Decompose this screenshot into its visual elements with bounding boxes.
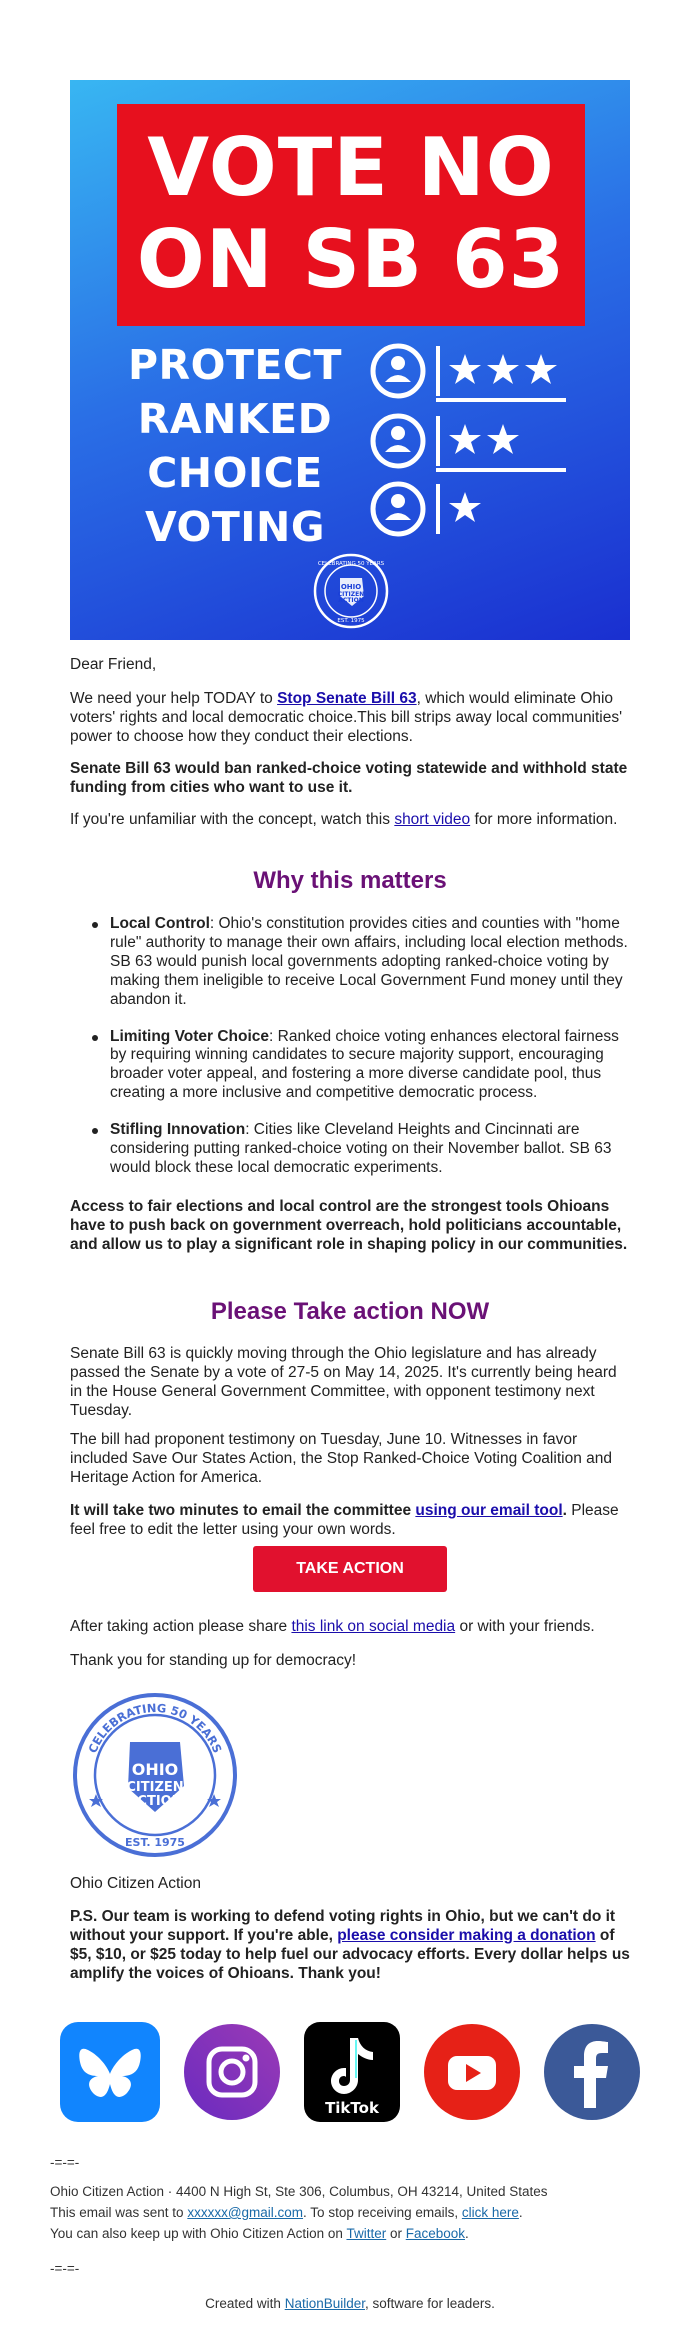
ps-before: P.S. Our team is working to defend voting rights in Ohio, but we can't do it without your support. If you're able, — [70, 1908, 616, 1944]
footer-keep-before: You can also keep up with Ohio Citizen Action on — [50, 2226, 347, 2241]
unsubscribe-link[interactable]: click here — [461, 2205, 519, 2220]
seal-top-text: CELEBRATING 50 YEARS — [85, 1700, 225, 1756]
take-action-button[interactable]: TAKE ACTION — [253, 1546, 447, 1592]
person-icon — [373, 416, 423, 466]
person-icon — [373, 484, 423, 534]
reason-text: : Cities like Cleveland Heights and Cincinnati are considering putting ranked-choice voting on their November ballot. SB 63 would block these local democratic experiments. — [110, 1121, 612, 1176]
reasons-list — [70, 915, 630, 1196]
list-item — [70, 1121, 630, 1178]
reason-text: : Ohio's constitution provides cities and counties with "home rule" authority to manage their own affairs, including local election methods. SB 63 would punish local governments adopting ranked-choice voting by making them ineligible to receive Local Government Fund money until they abandon it. — [110, 915, 628, 1008]
reason-title: Limiting Voter Choice — [110, 1027, 270, 1045]
facebook-text-link[interactable]: Facebook — [405, 2226, 466, 2241]
footer-sent-before: This email was sent to — [50, 2205, 188, 2220]
hero-headline-line2: ON SB 63 — [136, 213, 566, 306]
ps-paragraph — [70, 1908, 630, 1984]
share-before: After taking action please share — [70, 1618, 292, 1635]
list-item — [70, 915, 630, 1010]
thanks-line: Thank you for standing up for democracy! — [70, 1652, 357, 1669]
tiktok-link[interactable] — [300, 2020, 404, 2124]
seal-small-bottom: EST. 1975 — [337, 618, 365, 624]
youtube-link[interactable] — [420, 2020, 524, 2124]
intro-after: , which would eliminate Ohio voters' rights and local democratic choice. — [70, 690, 614, 726]
twitter-link[interactable]: Twitter — [346, 2226, 387, 2241]
seal-name-1: OHIO — [131, 1760, 179, 1779]
video-before: If you're unfamiliar with the concept, watch this — [70, 811, 395, 828]
bluesky-icon — [58, 2020, 162, 2124]
org-name: Ohio Citizen Action — [70, 1875, 201, 1892]
email-tool-link[interactable]: using our email tool — [415, 1502, 563, 1519]
youtube-icon — [420, 2020, 524, 2124]
reason-text: : Ranked choice voting enhances electoral fairness by requiring winning candidates to secure majority support, encouraging broader voter appeal, and fostering a more diverse candidate pool, thus creating a more inclusive and competitive democratic process. — [110, 1027, 619, 1102]
bluesky-link[interactable] — [58, 2020, 162, 2124]
seal-name-3: ACTION — [127, 1794, 183, 1809]
tiktok-label: TikTok — [325, 2099, 379, 2117]
hero-banner — [70, 80, 630, 640]
footer-or: or — [386, 2226, 406, 2241]
seal-small-top: CELEBRATING 50 YEARS — [317, 561, 385, 567]
footer-created-after: , software for leaders. — [365, 2296, 495, 2311]
facebook-link[interactable] — [540, 2020, 644, 2124]
person-icon — [373, 346, 423, 396]
share-after: or with your friends. — [455, 1618, 595, 1635]
donation-link[interactable]: please consider making a donation — [337, 1926, 596, 1944]
footer-sent-mid: . To stop receiving emails, — [303, 2205, 462, 2220]
intro-paragraph — [70, 690, 630, 747]
status-paragraph: Senate Bill 63 is quickly moving through the Ohio legislature and has already passed the Senate by a vote of 27-5 on May 14, 2025. It's currently being heard in the House General Government Committee, with opponent testimony next Tuesday. — [70, 1345, 617, 1419]
seal-bottom-text: EST. 1975 — [125, 1836, 185, 1849]
instagram-icon — [180, 2020, 284, 2124]
rank-row-1 — [370, 342, 570, 400]
hero-headline-box — [117, 104, 585, 326]
ohio-citizen-action-seal — [70, 1690, 240, 1860]
footer-created — [50, 2296, 650, 2312]
footer-divider-2: -=-=- — [50, 2261, 80, 2276]
share-paragraph — [70, 1618, 630, 1637]
facebook-icon — [540, 2020, 644, 2124]
action-heading: Please Take action NOW — [210, 1298, 490, 1325]
reason-title: Local Control — [110, 915, 210, 932]
short-video-link[interactable]: short video — [394, 811, 471, 828]
hero-headline-line1: VOTE NO — [147, 121, 555, 214]
instagram-link[interactable] — [180, 2020, 284, 2124]
hero-word: VOTING — [144, 503, 326, 551]
stop-sb63-link[interactable]: Stop Senate Bill 63 — [277, 690, 417, 707]
testimony-paragraph: The bill had proponent testimony on Tuesday, June 10. Witnesses in favor included Save Our States Action, the Stop Ranked-Choice Voting Coalition and Heritage Action for America. — [70, 1431, 612, 1486]
ps-after: of $5, $10, or $25 today to help fuel our advocacy efforts. Every dollar helps us amplify the voices of Ohioans. Thank you! — [70, 1926, 630, 1982]
star-icon — [449, 424, 519, 454]
email-after: Please feel free to edit the letter using your own words. — [70, 1502, 619, 1538]
social-share-link[interactable]: this link on social media — [291, 1618, 456, 1635]
list-item — [70, 1028, 630, 1104]
email-bold-before: It will take two minutes to email the committee — [70, 1502, 416, 1519]
intro-tail: This bill strips away local communities' power to choose how they conduct their elections. — [70, 708, 623, 745]
star-icon — [449, 354, 557, 384]
email-bold-after: . — [562, 1502, 567, 1519]
rank-row-3 — [370, 480, 570, 538]
sb63-summary: Senate Bill 63 would ban ranked-choice voting statewide and withhold state funding from cities who want to use it. — [70, 760, 628, 796]
hero-word: PROTECT — [127, 341, 342, 389]
access-statement: Access to fair elections and local control are the strongest tools Ohioans have to push back on government overreach, hold politicians accountable, and allow us to play a significant role in shaping policy in our communities. — [70, 1198, 628, 1253]
greeting: Dear Friend, — [70, 656, 157, 673]
footer-keep-line — [50, 2226, 650, 2242]
hero-word: CHOICE — [147, 449, 323, 497]
footer-address: Ohio Citizen Action · 4400 N High St, Ste 306, Columbus, OH 43214, United States — [50, 2184, 548, 2199]
email-paragraph — [70, 1502, 630, 1540]
seal-small-name-2: CITIZEN — [337, 591, 365, 598]
nationbuilder-link[interactable]: NationBuilder — [284, 2296, 366, 2311]
rank-row-2 — [370, 412, 570, 470]
star-icon — [449, 492, 481, 522]
ohio-citizen-action-seal-small — [312, 552, 390, 630]
footer-created-before: Created with — [205, 2296, 285, 2311]
hero-words — [105, 338, 365, 554]
video-after: for more information. — [470, 811, 618, 828]
intro-before: We need your help TODAY to — [70, 690, 278, 707]
recipient-email-link[interactable]: xxxxxx@gmail.com — [187, 2205, 304, 2220]
tiktok-icon — [300, 2020, 404, 2124]
footer-sent-line — [50, 2205, 650, 2221]
footer-sent-after: . — [518, 2205, 523, 2220]
seal-name-2: CITIZEN — [126, 1780, 184, 1795]
reason-title: Stifling Innovation — [110, 1121, 246, 1139]
video-paragraph — [70, 811, 630, 830]
why-heading: Why this matters — [253, 867, 447, 894]
footer-divider: -=-=- — [50, 2155, 80, 2170]
seal-small-name-1: OHIO — [340, 583, 362, 591]
seal-small-name-3: ACTION — [338, 597, 364, 604]
hero-word: RANKED — [137, 395, 333, 443]
footer-keep-after: . — [465, 2226, 469, 2241]
